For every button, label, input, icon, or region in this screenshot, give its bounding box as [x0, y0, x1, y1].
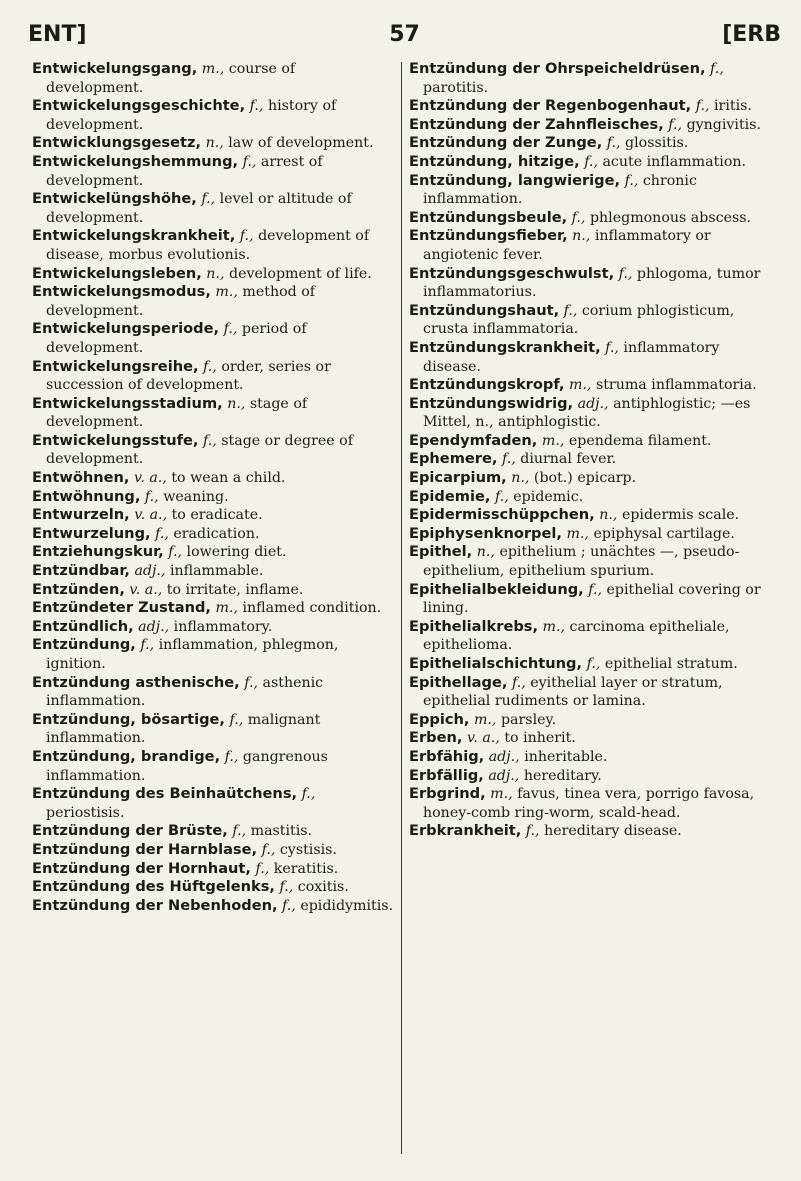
- entry-headword: Entwickelungsperiode,: [32, 320, 220, 338]
- entry-grammar: f.,: [242, 153, 257, 170]
- dictionary-entry: [32, 227, 394, 264]
- entry-definition: method of development.: [46, 284, 316, 319]
- dictionary-entry: [409, 618, 777, 655]
- dictionary-entry: [409, 711, 777, 730]
- entry-definition: asthenic inflammation.: [46, 674, 324, 710]
- entry-headword: Entzündungswidrig,: [409, 394, 574, 412]
- entry-grammar: n.,: [205, 135, 224, 152]
- entry-grammar: f.,: [606, 135, 621, 152]
- entry-definition: phlogoma, tumor inflammatorius.: [423, 265, 761, 301]
- entry-headword: Epiphysenknorpel,: [409, 524, 562, 542]
- dictionary-entry: [409, 450, 777, 469]
- entry-headword: Epithel,: [409, 543, 473, 561]
- dictionary-entry: [409, 432, 777, 451]
- entry-grammar: m.,: [215, 600, 238, 617]
- entry-grammar: n.,: [511, 470, 530, 487]
- entry-definition: mastitis.: [250, 823, 313, 840]
- entry-headword: Entwickelungsgeschichte,: [32, 97, 246, 115]
- dictionary-entry: [32, 822, 394, 841]
- entry-grammar: f.,: [168, 544, 183, 561]
- dictionary-entry: [32, 395, 394, 432]
- entry-definition: inheritable.: [524, 748, 608, 765]
- entry-grammar: f.,: [624, 172, 639, 189]
- entry-grammar: f.,: [301, 786, 316, 803]
- entry-headword: Epicarpium,: [409, 469, 507, 487]
- entry-grammar: f.,: [618, 265, 633, 282]
- entry-definition: ependema filament.: [568, 432, 712, 449]
- dictionary-entry: [32, 636, 394, 673]
- entry-definition: course of development.: [46, 61, 296, 96]
- entry-grammar: f.,: [144, 488, 159, 505]
- entry-definition: arrest of development.: [46, 153, 323, 189]
- entry-headword: Entzündungsbeule,: [409, 208, 568, 226]
- entry-definition: parsley.: [500, 711, 557, 728]
- header-left-guide: ENT]: [28, 22, 87, 47]
- entry-headword: Entwurzelung,: [32, 524, 151, 542]
- entry-grammar: m.,: [541, 432, 565, 449]
- entry-headword: Ephemere,: [409, 450, 498, 468]
- entry-headword: Entwickelungsreihe,: [32, 357, 199, 375]
- entry-headword: Epidermisschüppchen,: [409, 506, 595, 524]
- entry-grammar: adj.,: [134, 563, 166, 580]
- entry-definition: stage of development.: [46, 395, 308, 431]
- dictionary-entry: [32, 60, 394, 97]
- dictionary-entry: [32, 748, 394, 785]
- entry-definition: development of life.: [228, 265, 372, 282]
- entry-definition: parotitis.: [423, 79, 489, 96]
- entry-headword: Epithelialbekleidung,: [409, 580, 584, 598]
- entry-grammar: f.,: [140, 637, 155, 654]
- entry-headword: Entzündung der Zunge,: [409, 134, 603, 152]
- entry-definition: epithelial covering or lining.: [423, 581, 761, 617]
- dictionary-entry: [409, 395, 777, 432]
- entry-grammar: adj.,: [138, 618, 170, 635]
- dictionary-entry: [32, 897, 394, 916]
- dictionary-entry: [409, 581, 777, 618]
- entry-grammar: v. a.,: [466, 730, 500, 747]
- entry-headword: Entwurzeln,: [32, 506, 130, 524]
- entry-grammar: f.,: [202, 432, 217, 449]
- entry-definition: weaning.: [163, 488, 229, 505]
- entry-definition: inflammatory.: [173, 618, 273, 635]
- dictionary-entry: [409, 153, 777, 172]
- entry-grammar: f.,: [232, 823, 247, 840]
- entry-grammar: f.,: [588, 581, 602, 598]
- entry-grammar: f.,: [668, 116, 683, 133]
- entry-headword: Entzündungsfieber,: [409, 227, 568, 245]
- entry-headword: Entzündung des Hüftgelenks,: [32, 878, 275, 896]
- dictionary-entry: [409, 227, 777, 264]
- entry-grammar: v. a.,: [133, 470, 167, 487]
- entry-headword: Entzündung, langwierige,: [409, 171, 621, 189]
- entry-headword: Entzündungsgeschwulst,: [409, 264, 615, 282]
- entry-grammar: f.,: [239, 228, 254, 245]
- entry-definition: to eradicate.: [171, 507, 263, 524]
- entry-headword: Erbgrind,: [409, 785, 486, 803]
- dictionary-entry: [32, 599, 394, 618]
- entry-grammar: f.,: [494, 488, 509, 505]
- entry-headword: Erben,: [409, 729, 463, 747]
- entry-headword: Entzünden,: [32, 580, 125, 598]
- entry-grammar: f.,: [261, 841, 276, 858]
- dictionary-entry: [409, 116, 777, 135]
- left-column: [32, 60, 394, 915]
- entry-headword: Epithelialkrebs,: [409, 617, 539, 635]
- dictionary-entry: [32, 469, 394, 488]
- entry-definition: carcinoma epitheliale, epithelioma.: [423, 618, 730, 654]
- entry-grammar: v. a.,: [129, 581, 163, 598]
- entry-headword: Entzündungshaut,: [409, 301, 560, 319]
- entry-definition: epididymitis.: [300, 897, 394, 914]
- entry-grammar: f.,: [584, 153, 598, 170]
- entry-definition: epidemic.: [513, 488, 584, 505]
- entry-definition: law of development.: [228, 135, 374, 152]
- entry-definition: diurnal fever.: [520, 451, 617, 468]
- dictionary-entry: [409, 469, 777, 488]
- entry-grammar: f.,: [203, 358, 217, 375]
- dictionary-entry: [32, 525, 394, 544]
- dictionary-entry: [409, 748, 777, 767]
- entry-grammar: m.,: [490, 786, 513, 803]
- entry-headword: Entwickelungsstufe,: [32, 431, 199, 449]
- entry-definition: malignant inflammation.: [46, 711, 321, 747]
- entry-definition: iritis.: [714, 98, 752, 115]
- entry-headword: Entwicklungsgesetz,: [32, 134, 202, 152]
- entry-headword: Entzündung,: [32, 636, 136, 654]
- entry-definition: order, series or succession of development.: [46, 358, 331, 394]
- column-divider: [401, 62, 402, 1154]
- entry-definition: antiphlogistic; —es Mittel, n., antiphlogistic.: [423, 395, 751, 431]
- entry-grammar: n.,: [206, 265, 225, 282]
- entry-headword: Entzündung, hitzige,: [409, 152, 580, 170]
- entry-definition: eyithelial layer or stratum, epithelial rudiments or lamina.: [423, 674, 723, 710]
- entry-headword: Entzündung asthenische,: [32, 673, 240, 691]
- entry-definition: inflammatory or angiotenic fever.: [423, 228, 711, 263]
- entry-headword: Entzündung der Nebenhoden,: [32, 896, 278, 914]
- dictionary-entry: [409, 376, 777, 395]
- dictionary-entry: [409, 543, 777, 580]
- dictionary-entry: [409, 172, 777, 209]
- entry-definition: period of development.: [46, 321, 307, 356]
- entry-grammar: v. a.,: [134, 507, 168, 524]
- dictionary-entry: [32, 711, 394, 748]
- dictionary-entry: [32, 506, 394, 525]
- entry-definition: hereditary.: [523, 767, 602, 784]
- entry-definition: inflammatory disease.: [423, 339, 720, 375]
- entry-definition: cystisis.: [279, 841, 337, 858]
- dictionary-entry: [32, 432, 394, 469]
- entry-definition: gangrenous inflammation.: [46, 748, 328, 784]
- entry-definition: eradication.: [173, 525, 260, 542]
- entry-definition: stage or degree of development.: [46, 432, 353, 468]
- dictionary-entry: [32, 878, 394, 897]
- entry-grammar: n.,: [572, 228, 591, 245]
- dictionary-entry: [409, 655, 777, 674]
- entry-grammar: m.,: [215, 284, 238, 301]
- dictionary-entry: [409, 822, 777, 841]
- entry-grammar: f.,: [695, 98, 710, 115]
- entry-headword: Entzündung der Brüste,: [32, 822, 228, 840]
- entry-grammar: f.,: [282, 897, 296, 914]
- dictionary-entry: [32, 265, 394, 284]
- entry-grammar: f.,: [710, 61, 724, 77]
- entry-grammar: f.,: [563, 302, 578, 319]
- entry-definition: inflamed condition.: [242, 600, 382, 617]
- entry-headword: Entzündbar,: [32, 562, 130, 580]
- dictionary-entry: [32, 488, 394, 507]
- entry-grammar: adj.,: [488, 748, 520, 765]
- entry-headword: Entwickelungsgang,: [32, 60, 198, 77]
- dictionary-entry: [409, 265, 777, 302]
- dictionary-entry: [32, 860, 394, 879]
- entry-headword: Entwickelungsstadium,: [32, 394, 223, 412]
- entry-headword: Entzündung der Regenbogenhaut,: [409, 97, 692, 115]
- entry-definition: inflammation, phlegmon, ignition.: [46, 637, 339, 672]
- entry-grammar: f.,: [501, 451, 516, 468]
- entry-headword: Epithellage,: [409, 673, 508, 691]
- entry-definition: phlegmonous abscess.: [589, 209, 752, 226]
- page-header: [28, 22, 781, 54]
- entry-grammar: m.,: [542, 618, 566, 635]
- dictionary-entry: [409, 525, 777, 544]
- page-number: 57: [389, 22, 420, 47]
- dictionary-entry: [409, 506, 777, 525]
- dictionary-entry: [409, 767, 777, 786]
- dictionary-entry: [32, 283, 394, 320]
- entry-definition: corium phlogisticum, crusta inflammatoria.: [423, 302, 735, 338]
- entry-grammar: f.,: [201, 191, 216, 208]
- dictionary-entry: [409, 785, 777, 822]
- entry-grammar: f.,: [255, 860, 270, 877]
- dictionary-entry: [32, 358, 394, 395]
- entry-definition: gyngivitis.: [686, 116, 761, 133]
- entry-headword: Erbkrankheit,: [409, 822, 522, 840]
- entry-definition: epithelial stratum.: [604, 656, 738, 672]
- entry-headword: Entwickelungshemmung,: [32, 152, 239, 170]
- dictionary-entry: [409, 674, 777, 711]
- dictionary-entry: [409, 339, 777, 376]
- entry-definition: periostisis.: [46, 804, 125, 821]
- dictionary-entry: [32, 320, 394, 357]
- entry-headword: Entwöhnung,: [32, 487, 141, 505]
- entry-grammar: f.,: [155, 525, 169, 542]
- entry-definition: epiphysal cartilage.: [593, 525, 735, 542]
- entry-definition: to inherit.: [504, 730, 576, 747]
- dictionary-entry: [409, 209, 777, 228]
- entry-headword: Entzündung der Zahnfleisches,: [409, 115, 664, 133]
- entry-grammar: f.,: [586, 656, 601, 672]
- entry-headword: Entwickelungsleben,: [32, 264, 202, 282]
- entry-headword: Entwickelungskrankheit,: [32, 227, 236, 245]
- entry-grammar: n.,: [599, 507, 618, 524]
- dictionary-entry: [32, 841, 394, 860]
- dictionary-entry: [32, 581, 394, 600]
- entry-grammar: f.,: [224, 748, 239, 765]
- entry-headword: Entzündung der Ohrspeicheldrüsen,: [409, 60, 706, 77]
- entry-definition: level or altitude of development.: [46, 191, 352, 226]
- entry-headword: Entziehungskur,: [32, 543, 164, 561]
- entry-grammar: f.,: [244, 674, 258, 691]
- entry-headword: Entwickelungsmodus,: [32, 283, 211, 301]
- entry-headword: Ependymfaden,: [409, 431, 538, 449]
- entry-grammar: adj.,: [577, 395, 609, 412]
- entry-grammar: m.,: [473, 711, 497, 728]
- entry-headword: Eppich,: [409, 710, 470, 728]
- entry-headword: Entzündungskropf,: [409, 376, 565, 394]
- entry-definition: struma inflammatoria.: [595, 377, 757, 394]
- entry-grammar: f.,: [511, 674, 526, 691]
- entry-definition: acute inflammation.: [602, 153, 747, 170]
- dictionary-entry: [409, 729, 777, 748]
- dictionary-entry: [409, 488, 777, 507]
- entry-grammar: m.,: [201, 61, 225, 77]
- entry-definition: (bot.) epicarp.: [533, 470, 637, 487]
- header-right-guide: [ERB: [722, 22, 781, 47]
- entry-grammar: f.,: [279, 879, 294, 896]
- entry-grammar: f.,: [605, 339, 619, 356]
- entry-headword: Entzündeter Zustand,: [32, 599, 211, 617]
- entry-headword: Entzündlich,: [32, 617, 134, 635]
- entry-grammar: n.,: [476, 544, 495, 561]
- entry-definition: development of disease, morbus evolutionis.: [46, 228, 370, 263]
- dictionary-entry: [32, 674, 394, 711]
- entry-definition: chronic inflammation.: [423, 172, 697, 208]
- entry-headword: Entzündung, bösartige,: [32, 710, 225, 728]
- dictionary-entry: [409, 134, 777, 153]
- entry-definition: keratitis.: [273, 860, 339, 877]
- entry-grammar: f.,: [223, 321, 238, 338]
- right-column: [409, 60, 777, 841]
- entry-definition: to wean a child.: [171, 470, 286, 487]
- entry-grammar: f.,: [571, 209, 586, 226]
- entry-headword: Erbfähig,: [409, 747, 485, 765]
- entry-grammar: n.,: [227, 395, 246, 412]
- entry-grammar: f.,: [525, 823, 540, 840]
- dictionary-entry: [409, 60, 777, 97]
- entry-grammar: m.,: [566, 525, 589, 542]
- entry-definition: epithelium ; unächtes —, pseudo-epithelium, epithelium spurium.: [423, 544, 740, 580]
- entry-definition: lowering diet.: [186, 544, 287, 561]
- entry-definition: favus, tinea vera, porrigo favosa, honey-comb ring-worm, scald-head.: [423, 786, 755, 821]
- entry-definition: history of development.: [46, 98, 337, 133]
- dictionary-entry: [32, 153, 394, 190]
- entry-definition: inflammable.: [169, 563, 264, 580]
- entry-headword: Entwöhnen,: [32, 469, 130, 487]
- entry-headword: Epithelialschichtung,: [409, 655, 583, 672]
- dictionary-entry: [32, 97, 394, 134]
- entry-definition: to irritate, inflame.: [166, 581, 304, 598]
- entry-definition: hereditary disease.: [544, 823, 682, 840]
- dictionary-entry: [409, 302, 777, 339]
- entry-grammar: f.,: [229, 711, 244, 728]
- entry-grammar: adj.,: [488, 767, 520, 784]
- entry-definition: coxitis.: [297, 879, 349, 896]
- entry-headword: Entzündungskrankheit,: [409, 338, 601, 356]
- entry-headword: Entzündung der Hornhaut,: [32, 859, 251, 877]
- dictionary-entry: [32, 618, 394, 637]
- dictionary-entry: [32, 190, 394, 227]
- entry-headword: Entwickelüngshöhe,: [32, 190, 197, 208]
- dictionary-entry: [409, 97, 777, 116]
- entry-headword: Entzündung des Beinhaütchens,: [32, 785, 298, 803]
- dictionary-entry: [32, 562, 394, 581]
- dictionary-entry: [32, 134, 394, 153]
- entry-headword: Entzündung der Harnblase,: [32, 840, 258, 858]
- entry-headword: Entzündung, brandige,: [32, 747, 221, 765]
- entry-headword: Epidemie,: [409, 487, 491, 505]
- entry-definition: epidermis scale.: [621, 507, 740, 524]
- entry-grammar: m.,: [568, 377, 592, 394]
- entry-grammar: f.,: [249, 98, 264, 115]
- entry-headword: Erbfällig,: [409, 766, 484, 784]
- entry-definition: glossitis.: [625, 135, 689, 152]
- dictionary-entry: [32, 543, 394, 562]
- dictionary-entry: [32, 785, 394, 822]
